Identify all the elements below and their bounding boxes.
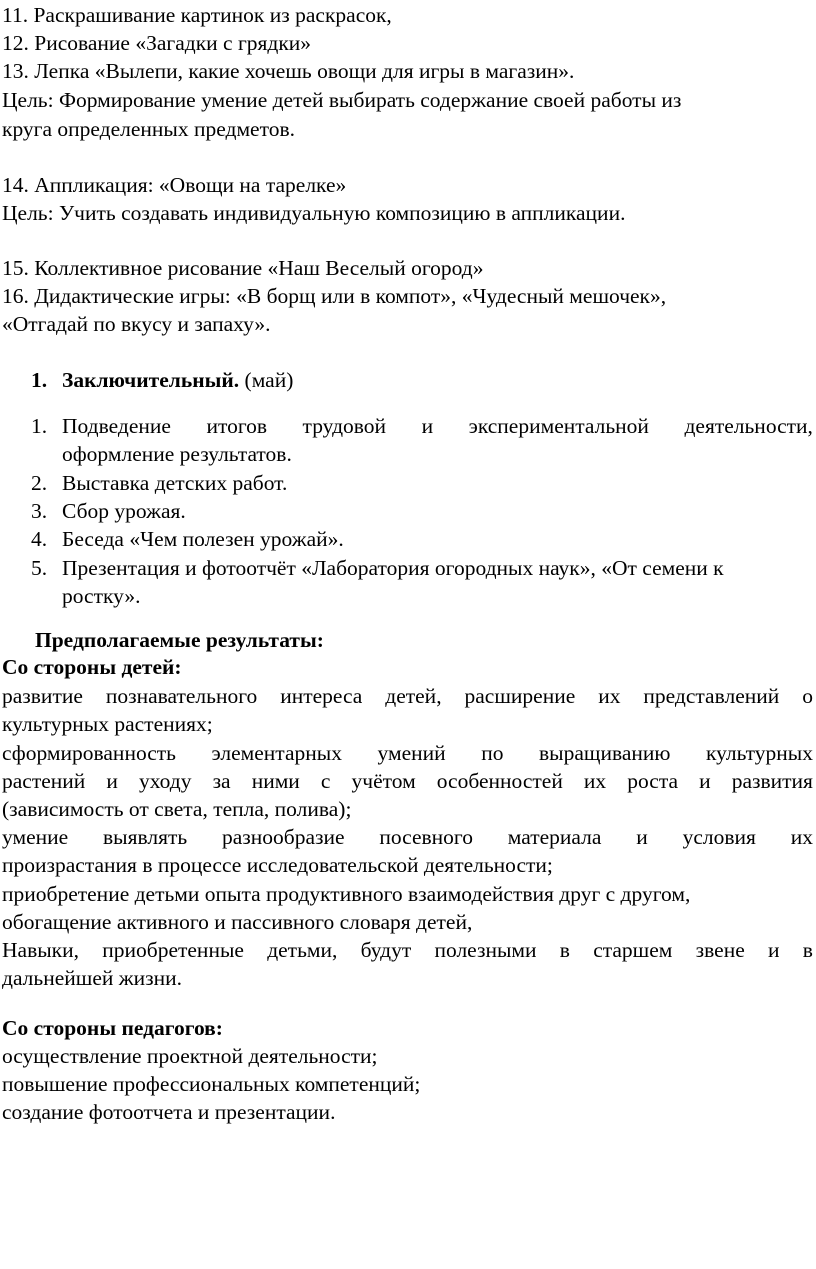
stage-item-3-number: 3. (31, 499, 48, 523)
children-p2-line-1 (2, 739, 813, 768)
word: представлений (643, 684, 780, 708)
activity-16-line-2: «Отгадай по вкусу и запаху». (2, 312, 271, 336)
stage-item-5-line-1: Презентация и фотоотчёт «Лаборатория огородных наук», «От семени к (62, 556, 724, 580)
word: растений (2, 769, 86, 793)
word: уходу (138, 769, 192, 793)
children-p3-line-1 (2, 823, 813, 852)
word: по (481, 741, 504, 765)
stage-title: Заключительный. (62, 368, 240, 392)
word: ними (251, 769, 300, 793)
word: сформированность (2, 741, 176, 765)
word: полезными (434, 938, 537, 962)
word: экспериментальной (468, 414, 649, 438)
activity-11: 11. Раскрашивание картинок из раскрасок, (2, 3, 392, 27)
stage-item-1-number: 1. (31, 414, 48, 438)
children-p6-line-2: дальнейшей жизни. (2, 966, 182, 990)
word: их (598, 684, 621, 708)
word: приобретенные (102, 938, 244, 962)
word: и (106, 769, 118, 793)
word: о (802, 684, 813, 708)
word: деятельности, (684, 414, 813, 438)
word: итогов (206, 414, 268, 438)
word: и (421, 414, 434, 438)
stage-item-2-number: 2. (31, 471, 48, 495)
word: элементарных (211, 741, 342, 765)
word: Навыки, (2, 938, 79, 962)
word: посевного (379, 825, 473, 849)
word: познавательного (105, 684, 258, 708)
word: и (768, 938, 780, 962)
children-p6-line-1 (2, 936, 813, 965)
stage-item-2: Выставка детских работ. (62, 471, 288, 495)
activity-14: 14. Аппликация: «Овощи на тарелке» (2, 173, 347, 197)
word: их (790, 825, 813, 849)
word: условия (682, 825, 756, 849)
word: с (320, 769, 331, 793)
teachers-heading: Со стороны педагогов: (2, 1016, 223, 1040)
stage-item-4-number: 4. (31, 527, 48, 551)
word: старшем (593, 938, 673, 962)
stage-item-1-line-2: оформление результатов. (62, 442, 292, 466)
word: и (699, 769, 711, 793)
stage-heading (62, 366, 293, 395)
word: в (802, 938, 813, 962)
children-p4: приобретение детьми опыта продуктивного взаимодействия друг с другом, (2, 882, 691, 906)
stage-item-5-number: 5. (31, 556, 48, 580)
children-p1-line-2: культурных растениях; (2, 712, 213, 736)
word: учётом (351, 769, 416, 793)
goal-2: Цель: Учить создавать индивидуальную композицию в аппликации. (2, 201, 626, 225)
word: детьми, (267, 938, 338, 962)
word: интереса (280, 684, 363, 708)
word: расширение (464, 684, 576, 708)
word: развитие (2, 684, 83, 708)
word: развития (731, 769, 813, 793)
word: умений (377, 741, 446, 765)
children-p2-line-3: (зависимость от света, тепла, полива); (2, 797, 352, 821)
word: и (636, 825, 648, 849)
children-p3-line-2: произрастания в процессе исследовательской деятельности; (2, 853, 553, 877)
goal-1-line-1: Цель: Формирование умение детей выбирать содержание своей работы из (2, 88, 682, 112)
activity-13: 13. Лепка «Вылепи, какие хочешь овощи для игры в магазин». (2, 59, 575, 83)
word: выявлять (102, 825, 188, 849)
word: особенностей (436, 769, 563, 793)
stage-item-4: Беседа «Чем полезен урожай». (62, 527, 344, 551)
stage-item-3: Сбор урожая. (62, 499, 186, 523)
activity-15: 15. Коллективное рисование «Наш Веселый огород» (2, 256, 484, 280)
word: выращиванию (539, 741, 671, 765)
children-p1-line-1 (2, 682, 813, 711)
children-p5: обогащение активного и пассивного словаря детей, (2, 910, 473, 934)
activity-16-line-1: 16. Дидактические игры: «В борщ или в компот», «Чудесный мешочек», (2, 284, 667, 308)
results-heading: Предполагаемые результаты: (35, 628, 324, 652)
word: детей, (385, 684, 442, 708)
stage-item-5-line-2: ростку». (62, 584, 141, 608)
word: разнообразие (221, 825, 345, 849)
goal-1-line-2: круга определенных предметов. (2, 117, 295, 141)
word: звене (695, 938, 745, 962)
activity-12: 12. Рисование «Загадки с грядки» (2, 31, 312, 55)
word: их (583, 769, 607, 793)
word: культурных (705, 741, 813, 765)
children-heading: Со стороны детей: (2, 655, 182, 679)
teachers-item-3: создание фотоотчета и презентации. (2, 1100, 336, 1124)
word: материала (507, 825, 602, 849)
word: Подведение (62, 414, 171, 438)
teachers-item-2: повышение профессиональных компетенций; (2, 1072, 421, 1096)
stage-period: (май) (239, 368, 294, 392)
stage-number: 1. (31, 368, 48, 392)
word: будут (360, 938, 412, 962)
children-p2-line-2 (2, 767, 813, 796)
word: в (559, 938, 570, 962)
word: трудовой (302, 414, 387, 438)
word: за (212, 769, 231, 793)
stage-item-1-line-1 (62, 412, 813, 441)
word: роста (627, 769, 679, 793)
teachers-item-1: осуществление проектной деятельности; (2, 1044, 378, 1068)
word: умение (2, 825, 69, 849)
